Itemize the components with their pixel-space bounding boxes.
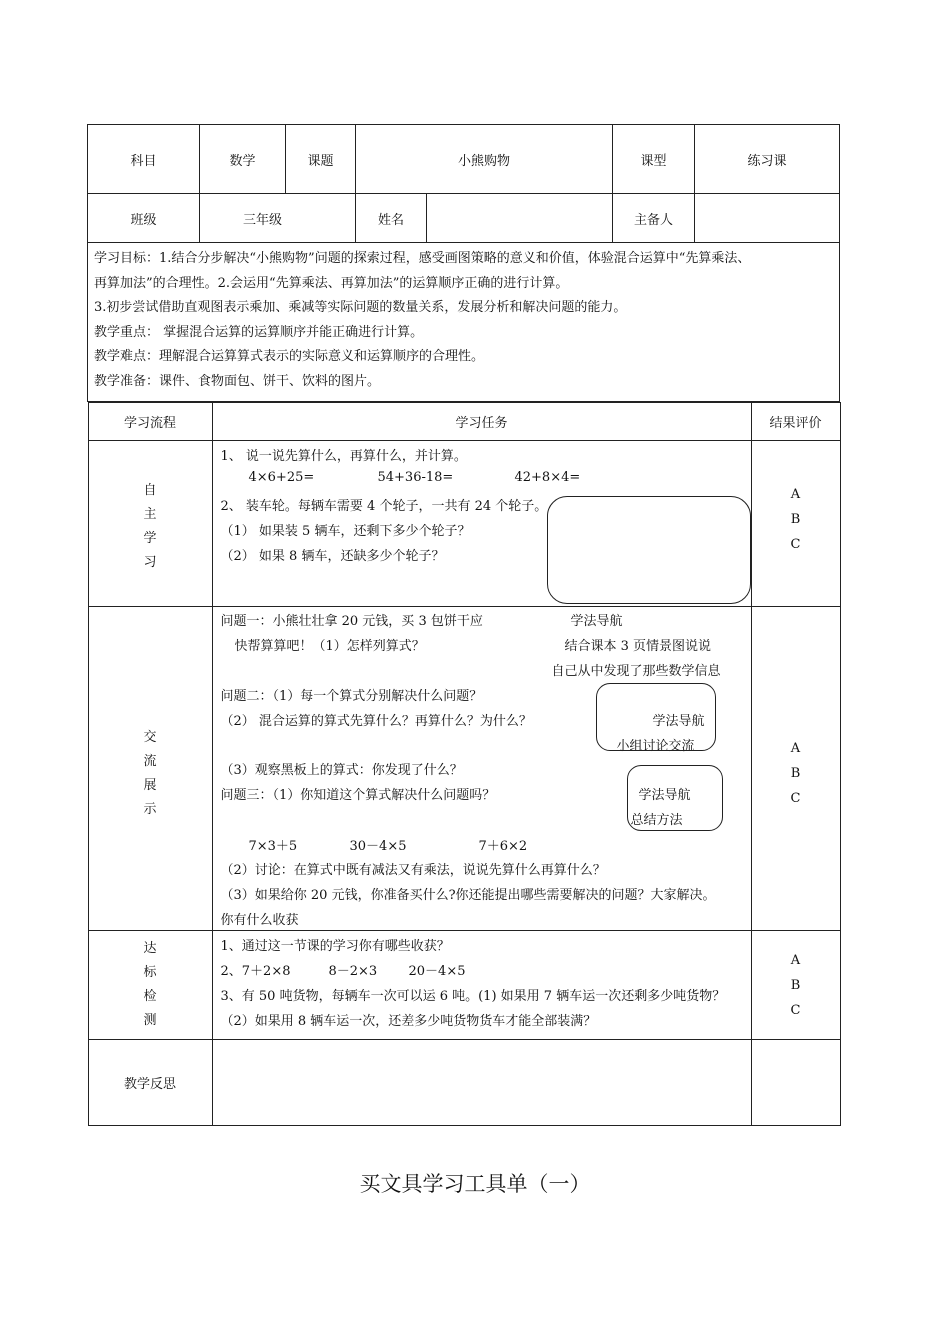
exchange-task bbox=[212, 607, 751, 931]
name-value bbox=[427, 194, 612, 242]
question-line: 问题三：（1）你知道这个算式解决什么问题吗？ bbox=[220, 788, 496, 803]
goal-line: 学习目标：1.结合分步解决“小熊购物”问题的探索过程，感受画图策略的意义和价值，体验混合运算中“先算乘法、 bbox=[94, 251, 751, 266]
guide-title: 学法导航 bbox=[652, 714, 705, 729]
grade-c: C bbox=[790, 791, 801, 806]
preparation: 教学准备：课件、食物面包、饼干、饮料的图片。 bbox=[94, 373, 381, 389]
label-char: 测 bbox=[143, 1013, 157, 1028]
expression: 54+36-18= bbox=[377, 470, 454, 485]
test-task bbox=[212, 931, 751, 1040]
grade-b: B bbox=[790, 766, 801, 781]
label-char: 展 bbox=[143, 777, 157, 793]
process-table bbox=[88, 402, 841, 1126]
reflection-content bbox=[212, 1040, 751, 1126]
test-label bbox=[88, 931, 212, 1040]
test-line: （2）如果用 8 辆车运一次，还差多少吨货物货车才能全部装满？ bbox=[220, 1014, 597, 1029]
label-char: 学 bbox=[143, 530, 157, 546]
worksheet-title: 买文具学习工具单（一） bbox=[359, 1172, 591, 1196]
question-line: （3）观察黑板上的算式：你发现了什么？ bbox=[220, 763, 463, 778]
subject-label: 科目 bbox=[88, 125, 200, 194]
test-line: 8－2×3 bbox=[328, 964, 378, 979]
label-char: 习 bbox=[143, 554, 157, 570]
guide-box bbox=[596, 683, 716, 751]
question-line: 问题二：（1）每一个算式分别解决什么问题？ bbox=[220, 689, 483, 704]
class-label: 班级 bbox=[88, 194, 200, 243]
test-line: 20－4×5 bbox=[408, 964, 466, 979]
label-char: 达 bbox=[143, 941, 157, 956]
grade-b: B bbox=[790, 977, 801, 993]
label-char: 主 bbox=[143, 506, 157, 522]
expression: 30－4×5 bbox=[349, 839, 407, 854]
test-line: 1、通过这一节课的学习你有哪些收获？ bbox=[220, 939, 450, 954]
label-char: 标 bbox=[143, 965, 157, 980]
self-study-task bbox=[212, 441, 751, 607]
task-line: （2） 如果 8 辆车，还缺多少个轮子？ bbox=[220, 549, 445, 564]
reflection-eval bbox=[751, 1040, 840, 1126]
key-point: 教学重点： 掌握混合运算的运算顺序并能正确进行计算。 bbox=[94, 324, 424, 340]
grade-a: A bbox=[790, 952, 801, 968]
guide-text: 结合课本 3 页情景图说说 bbox=[564, 639, 712, 654]
guide-box bbox=[627, 765, 723, 831]
label-char: 流 bbox=[143, 753, 157, 769]
name-label: 姓名 bbox=[356, 194, 427, 242]
col-task: 学习任务 bbox=[212, 403, 751, 441]
guide-text: 自己从中发现了那些数学信息 bbox=[551, 664, 721, 679]
question-line: 快帮算算吧！（1）怎样列算式？ bbox=[234, 639, 425, 654]
question-line: 你有什么收获 bbox=[220, 913, 299, 928]
lesson-plan-table bbox=[87, 124, 840, 1126]
test-eval bbox=[751, 931, 840, 1040]
grade-c: C bbox=[790, 1002, 801, 1018]
goal-line: 再算加法”的合理性。2.会运用“先算乘法、再算加法”的运算顺序正确的进行计算。 bbox=[94, 275, 569, 291]
guide-title: 学法导航 bbox=[570, 614, 623, 629]
preparer-label: 主备人 bbox=[613, 194, 695, 243]
col-process: 学习流程 bbox=[88, 403, 212, 441]
label-char: 检 bbox=[143, 989, 157, 1004]
question-line: （3）如果给你 20 元钱，你准备买什么?你还能提出哪些需要解决的问题？大家解决。 bbox=[220, 888, 716, 903]
test-line: 2、7＋2×8 bbox=[220, 964, 291, 979]
task-line: 2、 装车轮。每辆车需要 4 个轮子，一共有 24 个轮子。 bbox=[220, 499, 548, 514]
task-line: （1） 如果装 5 辆车，还剩下多少个轮子？ bbox=[220, 524, 471, 539]
reflection-label: 教学反思 bbox=[88, 1040, 212, 1126]
guide-title: 学法导航 bbox=[638, 788, 691, 803]
label-char: 示 bbox=[143, 801, 157, 817]
topic-label: 课题 bbox=[286, 125, 356, 194]
subject-value: 数学 bbox=[200, 125, 286, 194]
grade-a: A bbox=[790, 741, 801, 756]
type-value: 练习课 bbox=[695, 125, 840, 194]
learning-goals bbox=[88, 243, 840, 402]
name-cell bbox=[356, 194, 613, 243]
self-study-eval bbox=[751, 441, 840, 607]
self-study-label bbox=[88, 441, 212, 607]
guide-text: 总结方法 bbox=[630, 813, 683, 828]
task-line: 1、 说一说先算什么，再算什么，并计算。 bbox=[220, 449, 467, 464]
test-line: 3、有 50 吨货物，每辆车一次可以运 6 吨。(1) 如果用 7 辆车运一次还剩多少吨货物？ bbox=[220, 989, 726, 1004]
label-char: 交 bbox=[143, 729, 157, 745]
grade-c: C bbox=[790, 537, 801, 552]
grade-a: A bbox=[790, 487, 801, 502]
class-value: 三年级 bbox=[200, 194, 356, 243]
col-evaluation: 结果评价 bbox=[751, 403, 840, 441]
difficulty: 教学难点：理解混合运算算式表示的实际意义和运算顺序的合理性。 bbox=[94, 349, 485, 364]
answer-box bbox=[547, 496, 751, 604]
expression: 7＋6×2 bbox=[478, 839, 528, 854]
goal-line: 3.初步尝试借助直观图表示乘加、乘减等实际问题的数量关系，发展分析和解决问题的能力。 bbox=[94, 300, 627, 315]
grade-b: B bbox=[790, 512, 801, 527]
type-label: 课型 bbox=[613, 125, 695, 194]
expression: 42+8×4= bbox=[514, 470, 581, 485]
question-line: （2） 混合运算的算式先算什么？再算什么？为什么？ bbox=[220, 714, 532, 729]
guide-text: 小组讨论交流 bbox=[616, 739, 695, 754]
question-line: （2）讨论：在算式中既有减法又有乘法，说说先算什么再算什么？ bbox=[220, 863, 606, 878]
exchange-label bbox=[88, 607, 212, 931]
expression: 4×6+25= bbox=[248, 470, 315, 485]
label-char: 自 bbox=[143, 482, 157, 498]
preparer-value bbox=[695, 194, 840, 243]
topic-value: 小熊购物 bbox=[356, 125, 613, 194]
exchange-eval bbox=[751, 607, 840, 931]
question-line: 问题一：小熊壮壮拿 20 元钱，买 3 包饼干应 bbox=[220, 614, 483, 629]
expression: 7×3＋5 bbox=[248, 839, 298, 854]
